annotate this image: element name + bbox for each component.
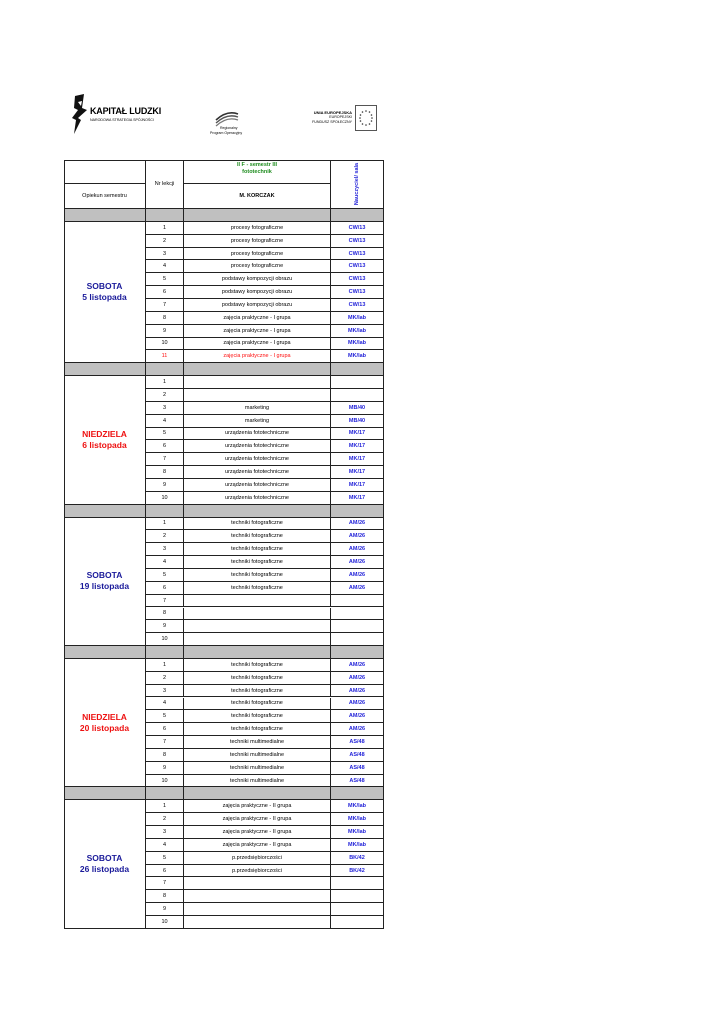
lesson-room: MK/lab: [331, 839, 384, 852]
lesson-number: 5: [146, 569, 184, 582]
lesson-subject: urządzenia fototechniczne: [184, 428, 331, 441]
lesson-room: CW/13: [331, 273, 384, 286]
class-name: II F - semestr III: [236, 162, 278, 168]
lesson-subject: [184, 916, 331, 929]
class-header: [184, 160, 331, 184]
lesson-subject: procesy fotograficzne: [184, 235, 331, 248]
lesson-room: MK/lab: [331, 813, 384, 826]
lesson-number: 9: [146, 903, 184, 916]
day-date: 5 listopada: [82, 292, 127, 303]
lesson-number: 1: [146, 800, 184, 813]
lesson-number: 7: [146, 877, 184, 890]
day-label: [64, 376, 146, 505]
lesson-number: 3: [146, 685, 184, 698]
lesson-subject: zajęcia praktyczne - I grupa: [184, 338, 331, 351]
lesson-room: [331, 376, 384, 389]
lesson-room: CW/13: [331, 222, 384, 235]
lesson-number: 7: [146, 453, 184, 466]
lesson-subject: [184, 608, 331, 621]
lesson-room: AM/26: [331, 723, 384, 736]
day-date: 6 listopada: [82, 439, 127, 450]
lesson-number: 4: [146, 839, 184, 852]
lesson-number: 1: [146, 518, 184, 531]
separator-row-cell: [64, 505, 146, 518]
lesson-room: BK/42: [331, 852, 384, 865]
lesson-subject: p.przedsiębiorczości: [184, 865, 331, 878]
day-label: [64, 222, 146, 363]
separator-row-cell: [331, 646, 384, 659]
separator-row-cell: [184, 646, 331, 659]
lesson-subject: techniki fotograficzne: [184, 518, 331, 531]
lesson-number: 5: [146, 852, 184, 865]
lesson-subject: [184, 877, 331, 890]
lesson-number: 2: [146, 672, 184, 685]
lesson-subject: marketing: [184, 415, 331, 428]
lesson-number: 1: [146, 376, 184, 389]
lesson-room: MK/17: [331, 492, 384, 505]
lesson-number: 6: [146, 440, 184, 453]
lesson-subject: procesy fotograficzne: [184, 248, 331, 261]
lesson-subject: podstawy kompozycji obrazu: [184, 286, 331, 299]
lesson-room: [331, 890, 384, 903]
lesson-subject: p.przedsiębiorczości: [184, 852, 331, 865]
lesson-number: 3: [146, 402, 184, 415]
lesson-number: 10: [146, 916, 184, 929]
lesson-room: AM/26: [331, 569, 384, 582]
day-name: NIEDZIELA: [82, 428, 127, 439]
lesson-room: MK/17: [331, 479, 384, 492]
separator-row-cell: [331, 505, 384, 518]
lesson-room: [331, 620, 384, 633]
lesson-subject: zajęcia praktyczne - I grupa: [184, 325, 331, 338]
day-date: 19 listopada: [79, 581, 130, 592]
separator-row-cell: [331, 209, 384, 222]
day-label: [64, 800, 146, 929]
lesson-subject: urządzenia fototechniczne: [184, 453, 331, 466]
eu-logo-text: [312, 110, 352, 126]
day-label: [64, 659, 146, 788]
lesson-room: AM/26: [331, 698, 384, 711]
lesson-number: 9: [146, 620, 184, 633]
lesson-number: 10: [146, 633, 184, 646]
separator-row-cell: [64, 209, 146, 222]
separator-row-cell: [184, 363, 331, 376]
lesson-room: MB/40: [331, 402, 384, 415]
lesson-subject: zajęcia praktyczne - II grupa: [184, 800, 331, 813]
lesson-number: 8: [146, 608, 184, 621]
lesson-number: 5: [146, 428, 184, 441]
kapital-ludzki-emblem-icon: [72, 94, 88, 134]
lesson-subject: zajęcia praktyczne - II grupa: [184, 826, 331, 839]
day-name: NIEDZIELA: [82, 711, 127, 722]
lesson-room: [331, 877, 384, 890]
lesson-room: [331, 389, 384, 402]
lesson-number: 5: [146, 273, 184, 286]
lesson-room: AM/26: [331, 556, 384, 569]
lesson-subject: zajęcia praktyczne - II grupa: [184, 813, 331, 826]
lesson-room: MK/lab: [331, 312, 384, 325]
lesson-room: [331, 595, 384, 608]
lesson-subject: techniki fotograficzne: [184, 582, 331, 595]
regional-program-logo: [200, 108, 252, 140]
lesson-subject: urządzenia fototechniczne: [184, 466, 331, 479]
separator-row-cell: [64, 787, 146, 800]
lesson-room: BK/42: [331, 865, 384, 878]
lesson-subject: techniki fotograficzne: [184, 659, 331, 672]
lesson-room: MK/lab: [331, 325, 384, 338]
lesson-number: 8: [146, 749, 184, 762]
lesson-room: MK/lab: [331, 350, 384, 363]
lesson-number: 8: [146, 312, 184, 325]
lesson-subject: techniki fotograficzne: [184, 685, 331, 698]
kapital-ludzki-logo: [70, 94, 162, 136]
lesson-subject: techniki multimedialne: [184, 775, 331, 788]
day-name: SOBOTA: [86, 570, 123, 581]
lesson-room: CW/13: [331, 235, 384, 248]
class-profession: fototechnik: [242, 169, 272, 175]
lesson-subject: [184, 890, 331, 903]
lesson-number: 5: [146, 710, 184, 723]
lesson-subject: techniki multimedialne: [184, 736, 331, 749]
lesson-room: AM/26: [331, 582, 384, 595]
lesson-number: 10: [146, 775, 184, 788]
lesson-room: AM/26: [331, 518, 384, 531]
lesson-room: MK/17: [331, 428, 384, 441]
lesson-subject: techniki fotograficzne: [184, 698, 331, 711]
eu-line3: FUNDUSZ SPOŁECZNY: [312, 120, 352, 125]
lesson-room: MK/lab: [331, 826, 384, 839]
lesson-room: AM/26: [331, 685, 384, 698]
lesson-room: AS/48: [331, 775, 384, 788]
lesson-subject: techniki fotograficzne: [184, 710, 331, 723]
lesson-subject: urządzenia fototechniczne: [184, 492, 331, 505]
eu-line2: EUROPEJSKI: [329, 115, 352, 120]
separator-row-cell: [146, 209, 184, 222]
regional-program-emblem-icon: [214, 108, 240, 128]
separator-row-cell: [146, 505, 184, 518]
lesson-subject: zajęcia praktyczne - I grupa: [184, 350, 331, 363]
header-blank-cell: [64, 160, 146, 184]
lesson-room: MK/lab: [331, 800, 384, 813]
lesson-number: 2: [146, 530, 184, 543]
lesson-subject: [184, 389, 331, 402]
lesson-number: 10: [146, 338, 184, 351]
separator-row-cell: [184, 505, 331, 518]
lesson-number: 9: [146, 325, 184, 338]
lesson-room: [331, 903, 384, 916]
lesson-subject: techniki multimedialne: [184, 749, 331, 762]
lesson-number: 9: [146, 762, 184, 775]
lesson-subject: techniki fotograficzne: [184, 569, 331, 582]
lesson-room: MB/40: [331, 415, 384, 428]
separator-row-cell: [331, 363, 384, 376]
lesson-number: 2: [146, 389, 184, 402]
lesson-number: 4: [146, 415, 184, 428]
lesson-subject: urządzenia fototechniczne: [184, 440, 331, 453]
lesson-subject: techniki fotograficzne: [184, 556, 331, 569]
lesson-subject: podstawy kompozycji obrazu: [184, 299, 331, 312]
lesson-room: MK/17: [331, 466, 384, 479]
separator-row-cell: [146, 363, 184, 376]
lesson-room: CW/13: [331, 260, 384, 273]
eu-flag-icon: [355, 105, 377, 131]
teacher-room-header-label: Nauczyciel/ sala: [353, 162, 360, 206]
day-name: SOBOTA: [86, 281, 123, 292]
lesson-room: CW/13: [331, 248, 384, 261]
regional-program-line2: Program Operacyjny: [210, 131, 243, 135]
lesson-room: AS/48: [331, 749, 384, 762]
lesson-number: 3: [146, 543, 184, 556]
lesson-number: 3: [146, 248, 184, 261]
lesson-room: MK/lab: [331, 338, 384, 351]
separator-row-cell: [331, 787, 384, 800]
separator-row-cell: [146, 787, 184, 800]
lesson-room: AM/26: [331, 530, 384, 543]
regional-program-line1: Regionalny: [220, 126, 238, 130]
day-date: 20 listopada: [79, 722, 130, 733]
lesson-number: 9: [146, 479, 184, 492]
lesson-room: AM/26: [331, 710, 384, 723]
separator-row-cell: [146, 646, 184, 659]
lesson-number: 6: [146, 286, 184, 299]
lesson-subject: procesy fotograficzne: [184, 260, 331, 273]
lesson-subject: urządzenia fototechniczne: [184, 479, 331, 492]
lesson-number: 7: [146, 595, 184, 608]
lesson-subject: podstawy kompozycji obrazu: [184, 273, 331, 286]
lesson-subject: [184, 633, 331, 646]
lesson-subject: [184, 903, 331, 916]
lesson-subject: zajęcia praktyczne - II grupa: [184, 839, 331, 852]
lesson-number: 10: [146, 492, 184, 505]
lesson-subject: techniki fotograficzne: [184, 723, 331, 736]
lesson-number: 8: [146, 890, 184, 903]
guardian-name: M. KORCZAK: [184, 184, 331, 209]
eu-line1: UNIA EUROPEJSKA: [313, 110, 352, 115]
lesson-number: 3: [146, 826, 184, 839]
lesson-room: AM/26: [331, 672, 384, 685]
day-label: [64, 518, 146, 647]
lesson-room: AM/26: [331, 543, 384, 556]
lesson-subject: procesy fotograficzne: [184, 222, 331, 235]
lesson-number: 2: [146, 813, 184, 826]
lesson-subject: [184, 376, 331, 389]
lesson-number: 1: [146, 222, 184, 235]
lesson-subject: techniki multimedialne: [184, 762, 331, 775]
teacher-room-header: [331, 160, 384, 209]
eu-logo: [312, 104, 378, 134]
lesson-room: [331, 916, 384, 929]
lesson-room: CW/13: [331, 299, 384, 312]
lesson-number: 4: [146, 556, 184, 569]
lesson-subject: techniki fotograficzne: [184, 672, 331, 685]
lesson-room: AS/48: [331, 736, 384, 749]
day-name: SOBOTA: [86, 853, 123, 864]
lesson-number: 7: [146, 299, 184, 312]
guardian-label: Opiekun semestru: [64, 184, 146, 209]
lesson-number: 7: [146, 736, 184, 749]
lesson-number: 2: [146, 235, 184, 248]
lesson-subject: [184, 620, 331, 633]
lesson-number: 8: [146, 466, 184, 479]
lesson-number: 4: [146, 260, 184, 273]
lesson-number: 6: [146, 723, 184, 736]
lesson-subject: techniki fotograficzne: [184, 543, 331, 556]
lesson-room: AS/48: [331, 762, 384, 775]
lesson-room: AM/26: [331, 659, 384, 672]
lesson-number: 1: [146, 659, 184, 672]
kapital-ludzki-subtitle: NARODOWA STRATEGIA SPÓJNOŚCI: [90, 118, 154, 122]
day-date: 26 listopada: [79, 864, 130, 875]
lesson-number: 4: [146, 698, 184, 711]
separator-row-cell: [184, 787, 331, 800]
lesson-number: 11: [146, 350, 184, 363]
lesson-room: [331, 608, 384, 621]
lesson-room: [331, 633, 384, 646]
lesson-room: MK/17: [331, 440, 384, 453]
lesson-number: 6: [146, 865, 184, 878]
lesson-number-header: Nr lekcji: [146, 160, 184, 209]
separator-row-cell: [64, 363, 146, 376]
lesson-subject: zajęcia praktyczne - I grupa: [184, 312, 331, 325]
lesson-room: MK/17: [331, 453, 384, 466]
lesson-number: 6: [146, 582, 184, 595]
separator-row-cell: [64, 646, 146, 659]
separator-row-cell: [184, 209, 331, 222]
lesson-subject: [184, 595, 331, 608]
kapital-ludzki-title: KAPITAŁ LUDZKI: [90, 106, 162, 116]
lesson-room: CW/13: [331, 286, 384, 299]
lesson-subject: marketing: [184, 402, 331, 415]
lesson-subject: techniki fotograficzne: [184, 530, 331, 543]
